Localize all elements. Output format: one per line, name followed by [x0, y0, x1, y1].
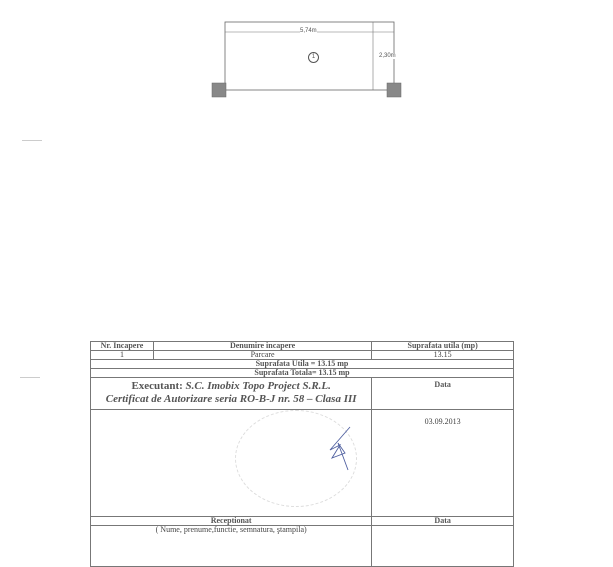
header-nr: Nr. Incapere: [91, 342, 154, 351]
height-label: 2,30m: [379, 53, 396, 59]
cell-suprafata: 13.15: [372, 351, 514, 360]
cell-denumire: Parcare: [153, 351, 371, 360]
executant-cell: [91, 378, 372, 410]
suprafata-utila: Suprafata Utila = 13.15 mp: [91, 360, 514, 369]
width-label: 5,74m: [300, 28, 317, 34]
certificat: Certificat de Autorizare seria RO-B-J nr. 58 – Clasa III: [105, 393, 357, 405]
column-right: [387, 83, 401, 97]
data-label-2: Data: [372, 517, 514, 526]
scan-mark: [22, 140, 42, 141]
receptionat-hint: ( Nume, prenume,functie, semnatura, ştampila): [91, 526, 372, 567]
suprafata-totala: Suprafata Totala= 13.15 mp: [91, 369, 514, 378]
floor-plan: [0, 0, 613, 110]
receptionat-label: Receptionat: [91, 517, 372, 526]
data-label: Data: [372, 378, 514, 410]
receptionat-data-cell: [372, 526, 514, 567]
cell-nr: 1: [91, 351, 154, 360]
executant-prefix: Executant:: [131, 380, 186, 392]
executant-name: S.C. Imobix Topo Project S.R.L.: [185, 380, 331, 392]
header-suprafata: Suprafata utila (mp): [372, 342, 514, 351]
signature: [320, 425, 360, 475]
room-number: 1: [308, 52, 319, 63]
data-value: 03.09.2013: [372, 410, 514, 517]
scan-mark: [20, 377, 40, 378]
header-denumire: Denumire incapere: [153, 342, 371, 351]
column-left: [212, 83, 226, 97]
